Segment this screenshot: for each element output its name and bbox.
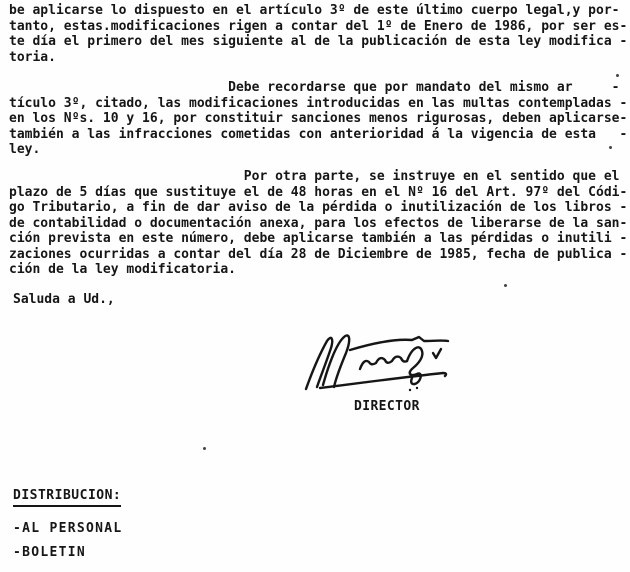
- distribution-item-al-personal: -AL PERSONAL: [13, 521, 123, 536]
- paragraph-line: tículo 3º, citado, las modificaciones introducidas en las multas contempladas -: [9, 95, 628, 111]
- scan-speck: [504, 284, 507, 287]
- paragraph-line: go Tributario, a fin de dar aviso de la pérdida o inutilización de los libros -: [9, 200, 628, 215]
- paragraph-line: plazo de 5 días que sustituye el de 48 horas en el Nº 16 del Art. 97º del Códi-: [9, 184, 628, 200]
- paragraph-3: [9, 169, 630, 278]
- closing-salutation: Saluda a Ud.,: [13, 292, 115, 307]
- paragraph-2: [9, 80, 630, 158]
- paragraph-line: tanto, estas.modificaciones rigen a contar del 1º de Enero de 1986, por ser es-: [9, 18, 628, 34]
- distribution-heading: DISTRIBUCION:: [13, 488, 121, 507]
- paragraph-line: ción prevista en este número, debe aplicarse también a las pérdidas o inutili -: [9, 231, 628, 246]
- paragraph-line: ley.: [9, 142, 41, 157]
- paragraph-line: te día el primero del mes siguiente al de la publicación de esta ley modifica -: [9, 34, 628, 49]
- distribution-item-boletin: -BOLETIN: [13, 545, 87, 560]
- signature-title: DIRECTOR: [354, 399, 420, 414]
- scan-speck: [616, 74, 619, 77]
- paragraph-line: en los Nºs. 10 y 16, por constituir sanciones menos rigurosas, deben aplicarse-: [9, 111, 628, 126]
- paragraph-line: Por otra parte, se instruye en el sentido que el: [9, 169, 620, 184]
- scan-speck: [609, 146, 612, 149]
- paragraph-1: [9, 3, 630, 65]
- paragraph-line: toria.: [9, 49, 56, 65]
- scan-speck: [203, 447, 206, 450]
- paragraph-line: be aplicarse lo dispuesto en el artículo 3º de este último cuerpo legal,y por-: [9, 3, 620, 18]
- paragraph-line: Debe recordarse que por mandato del mismo ar -: [9, 80, 620, 95]
- paragraph-line: de contabilidad o documentación anexa, para los efectos de liberarse de la san-: [9, 215, 628, 231]
- signature-scribble: [300, 331, 452, 395]
- paragraph-line: zaciones ocurridas a contar del día 28 de Diciembre de 1985, fecha de publica -: [9, 246, 628, 262]
- paragraph-line: también a las infracciones cometidas con anterioridad á la vigencia de esta -: [9, 126, 628, 142]
- paragraph-line: ción de la ley modificatoria.: [9, 262, 236, 277]
